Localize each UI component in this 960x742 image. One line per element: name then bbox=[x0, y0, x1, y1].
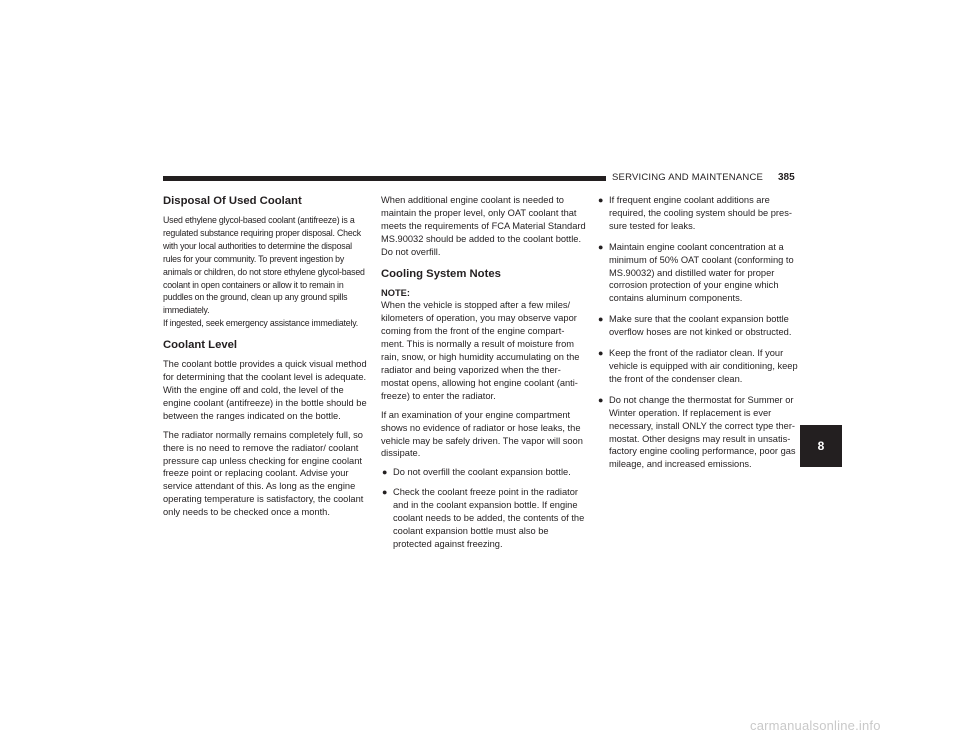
section-title: SERVICING AND MAINTENANCE bbox=[606, 171, 771, 185]
list-item: ● Keep the front of the radiator clean. If your vehicle is equipped with air conditioning, keep the front of the condenser clean. bbox=[598, 348, 798, 384]
paragraph-coolant-bottle: The coolant bottle provides a quick visual method for determining that the coolant level is adequate. With the engine off and cold, the level of the engine coolant (antifreeze) in the bottle should be between the ranges indicated on the bottle. bbox=[163, 359, 367, 421]
paragraph-examination: If an examination of your engine compartment shows no evidence of radiator or hose leaks, the vehicle may be safely driven. The vapor will soon dissipate. bbox=[381, 409, 583, 459]
page-number: 385 bbox=[778, 172, 795, 183]
note-text: When the vehicle is stopped after a few miles/ kilometers of operation, you may observe vapor coming from the front of the engine compart- ment. This is normally a result of moisture from rain, snow, or high humidity accumulating on the radiator and being vaporized when the ther- mostat opens, allowing hot engine coolant (anti- freeze) to enter the radiator. bbox=[381, 300, 580, 401]
paragraph-disposal: Used ethylene glycol-based coolant (antifreeze) is a regulated substance requiring proper disposal. Check with your local authorities to determine the disposal rules for your community. To prevent ingestion by animals or children, do not store ethylene glycol-based coolant in open containers or allow it to remain in puddles on the ground, clean up any ground spills immediately. bbox=[163, 215, 365, 316]
list-item: ● Do not change the thermostat for Summer or Winter operation. If replacement is ever necessary, install ONLY the correct type ther- mostat. Other designs may result in unsatis- factory engine cooling performance, poor gas mileage, and increased emissions. bbox=[598, 394, 796, 470]
bullet-icon: ● bbox=[598, 241, 604, 252]
column-left bbox=[163, 194, 368, 525]
column-middle bbox=[381, 194, 586, 558]
bullet-list-right bbox=[597, 194, 802, 471]
bullet-icon: ● bbox=[598, 394, 604, 405]
list-item: ● Do not overfill the coolant expansion bottle. bbox=[382, 467, 571, 478]
list-item: ● Make sure that the coolant expansion bottle overflow hoses are not kinked or obstructed. bbox=[598, 314, 792, 338]
heading-cooling-notes: Cooling System Notes bbox=[381, 267, 501, 280]
bullet-icon: ● bbox=[598, 314, 604, 325]
heading-disposal: Disposal Of Used Coolant bbox=[163, 195, 302, 207]
list-item: ● If frequent engine coolant additions are required, the cooling system should be pres- sure tested for leaks. bbox=[598, 195, 792, 231]
list-item: ● Maintain engine coolant concentration at a minimum of 50% OAT coolant (conforming to MS.90032) and distilled water for proper corrosion protection of your engine which contains aluminum components. bbox=[598, 241, 794, 304]
bullet-icon: ● bbox=[598, 195, 604, 205]
bullet-icon: ● bbox=[382, 487, 388, 498]
list-item: ● Check the coolant freeze point in the radiator and in the coolant expansion bottle. If engine coolant needs to be added, the contents of the coolant expansion bottle must also be protected against freezing. bbox=[382, 487, 585, 549]
note-block bbox=[381, 287, 586, 403]
paragraph-ingested: If ingested, seek emergency assistance immediately. bbox=[163, 318, 358, 329]
note-label: NOTE: bbox=[381, 287, 410, 298]
heading-coolant-level: Coolant Level bbox=[163, 339, 238, 352]
paragraph-radiator: The radiator normally remains completely full, so there is no need to remove the radiator/ coolant pressure cap unless checking for engine coolant freeze point or replacing coolant. Advise your service attendant of this. As long as the engine operating temperature is satisfactory, the coolant only needs to be checked once a month. bbox=[163, 429, 364, 518]
bullet-icon: ● bbox=[598, 348, 604, 359]
watermark: carmanualsonline.info bbox=[750, 718, 881, 733]
bullet-list-middle bbox=[381, 466, 586, 550]
bullet-icon: ● bbox=[382, 467, 388, 478]
paragraph-additional-coolant: When additional engine coolant is needed to maintain the proper level, only OAT coolant that meets the requirements of FCA Material Standard MS.90032 should be added to the coolant bottle. Do not overfill. bbox=[381, 195, 586, 257]
chapter-tab: 8 bbox=[800, 425, 842, 467]
column-right bbox=[597, 194, 802, 479]
